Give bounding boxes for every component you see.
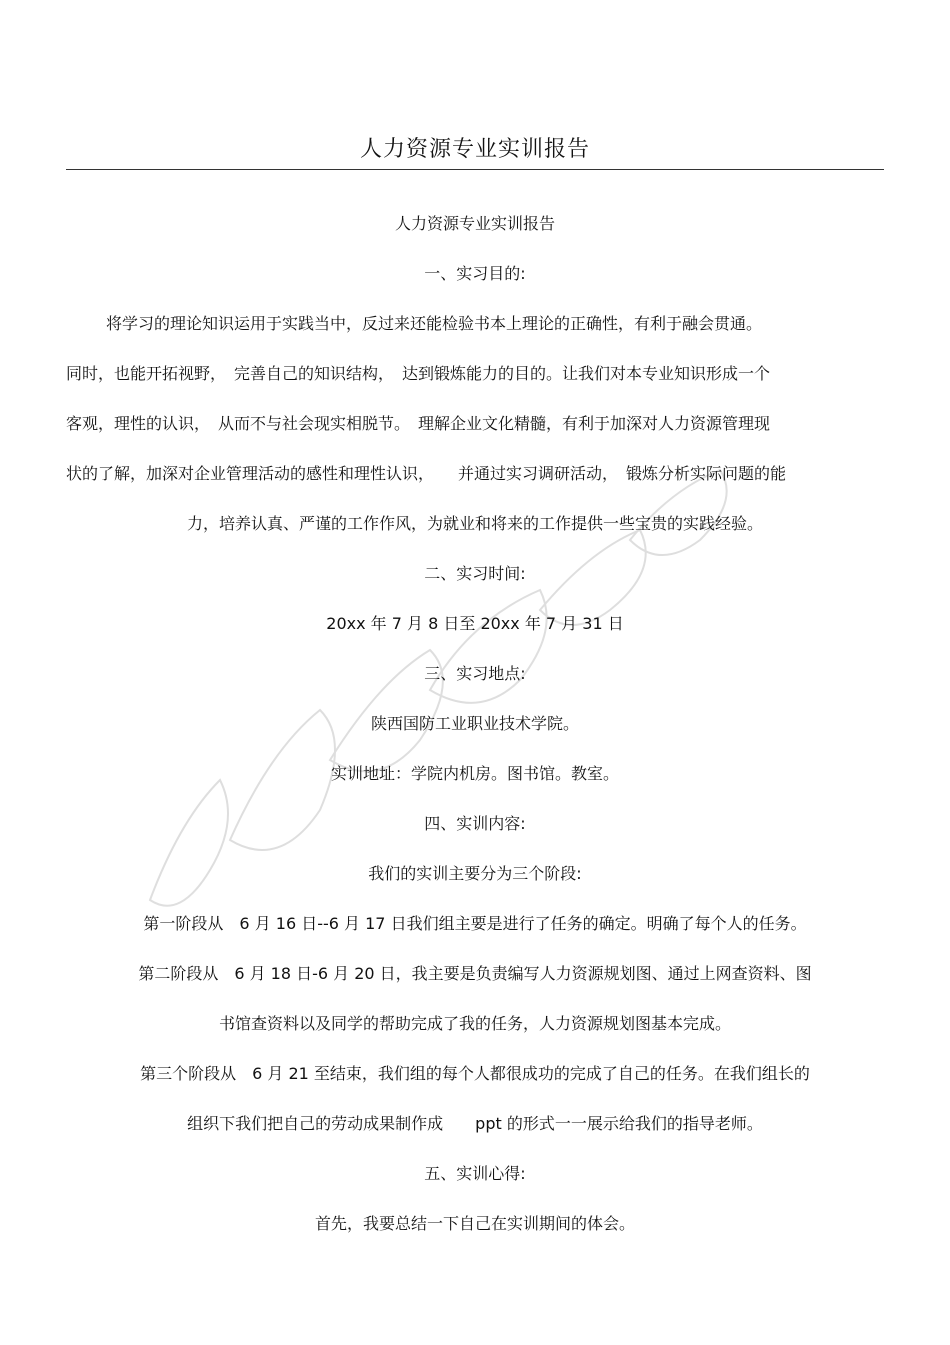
section-heading-location: 三、实习地点:: [424, 664, 526, 683]
stage-three-line: 第三个阶段从 6 月 21 至结束，我们组的每个人都很成功的完成了自己的任务。在我们组长的: [140, 1064, 810, 1083]
paragraph-line: 力，培养认真、严谨的工作作风，为就业和将来的工作提供一些宝贵的实践经验。: [186, 514, 763, 533]
stage-one-line: 第一阶段从 6 月 16 日--6 月 17 日我们组主要是进行了任务的确定。明确了每个人的任务。: [143, 914, 807, 933]
paragraph-line: 状的了解，加深对企业管理活动的感性和理性认识， 并通过实习调研活动， 锻炼分析实际问题的能: [66, 464, 787, 483]
section-heading-reflection: 五、实训心得:: [424, 1164, 526, 1183]
stage-two-line: 第二阶段从 6 月 18 日-6 月 20 日，我主要是负责编写人力资源规划图、通过上网查资料、图: [138, 964, 812, 983]
doc-heading: 人力资源专业实训报告: [394, 214, 555, 233]
section-heading-content: 四、实训内容:: [424, 814, 526, 833]
paragraph-line: 同时，也能开拓视野， 完善自己的知识结构， 达到锻炼能力的目的。让我们对本专业知识形成一个: [66, 364, 771, 383]
paragraph-line: 将学习的理论知识运用于实践当中，反过来还能检验书本上理论的正确性，有利于融会贯通。: [106, 314, 763, 333]
content-intro: 我们的实训主要分为三个阶段:: [368, 864, 582, 883]
date-range: 20xx 年 7 月 8 日至 20xx 年 7 月 31 日: [326, 614, 624, 633]
training-address: 实训地址：学院内机房。图书馆。教室。: [330, 764, 619, 783]
title-divider: [66, 169, 884, 170]
stage-two-line: 书馆查资料以及同学的帮助完成了我的任务，人力资源规划图基本完成。: [218, 1014, 731, 1033]
location-text: 陕西国防工业职业技术学院。: [370, 714, 579, 733]
reflection-text: 首先，我要总结一下自己在实训期间的体会。: [314, 1214, 635, 1233]
stage-three-line: 组织下我们把自己的劳动成果制作成 ppt 的形式一一展示给我们的指导老师。: [187, 1114, 763, 1133]
section-heading-purpose: 一、实习目的:: [424, 264, 526, 283]
paragraph-line: 客观，理性的认识， 从而不与社会现实相脱节。 理解企业文化精髓，有利于加深对人力资源管理现: [66, 414, 771, 433]
section-heading-time: 二、实习时间:: [424, 564, 526, 583]
page-title: 人力资源专业实训报告: [359, 137, 590, 162]
